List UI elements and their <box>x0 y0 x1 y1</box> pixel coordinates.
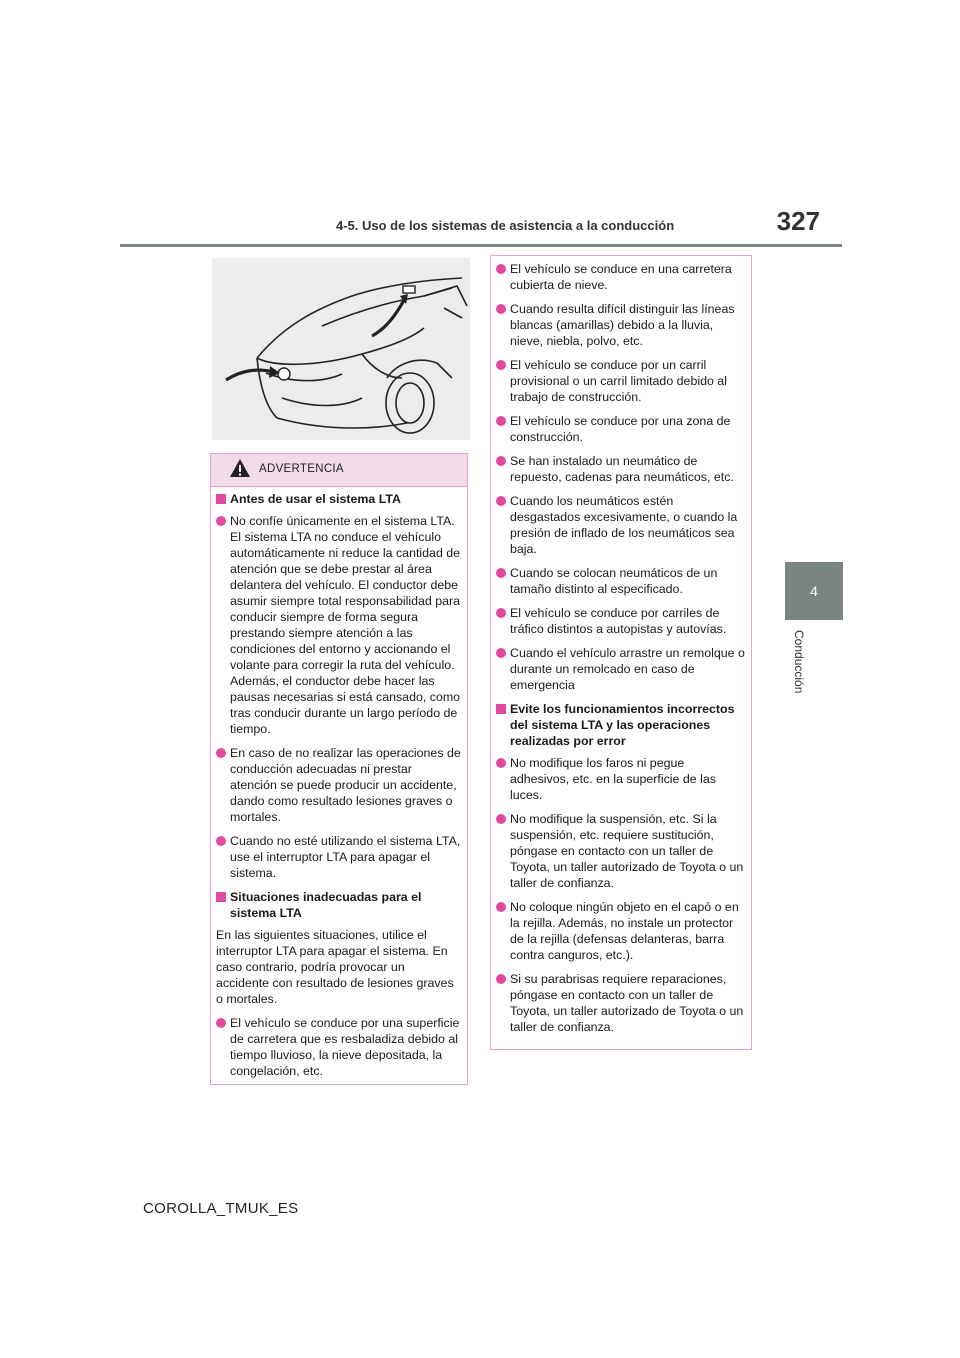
list-item: En caso de no realizar las operaciones de conducción adecuadas ni prestar atención se puede producir un accidente, dando como resultado lesiones graves o mortales. <box>216 745 461 825</box>
warning-section-title: Evite los funcionamientos incorrectos del sistema LTA y las operaciones realizadas por error <box>496 701 745 749</box>
chapter-label: Conducción <box>792 630 806 694</box>
bullet-dot-icon <box>496 568 506 578</box>
bullet-dot-icon <box>216 748 226 758</box>
bullet-dot-icon <box>496 608 506 618</box>
bullet-dot-icon <box>496 496 506 506</box>
chapter-tab: 4 <box>785 562 843 620</box>
bullet-dot-icon <box>496 974 506 984</box>
list-item: No modifique los faros ni pegue adhesivos, etc. en la superficie de las luces. <box>496 755 745 803</box>
bullet-dot-icon <box>216 836 226 846</box>
warning-box <box>210 453 468 1085</box>
list-item: El vehículo se conduce por un carril provisional o un carril limitado debido al trabajo de construcción. <box>496 357 745 405</box>
warning-paragraph: En las siguientes situaciones, utilice el interruptor LTA para apagar el sistema. En caso contrario, podría provocar un accidente con resultado de lesiones graves o mortales. <box>216 928 454 1006</box>
list-item: Cuando los neumáticos estén desgastados excesivamente, o cuando la presión de inflado de los neumáticos sea baja. <box>496 493 745 557</box>
warning-header <box>211 454 467 487</box>
list-item: El vehículo se conduce en una carretera cubierta de nieve. <box>496 261 745 293</box>
warning-section-title: Situaciones inadecuadas para el sistema LTA <box>216 889 461 921</box>
warning-label: ADVERTENCIA <box>259 463 344 475</box>
bullet-dot-icon <box>216 1018 226 1028</box>
page-number: 327 <box>776 206 820 236</box>
list-item: Cuando resulta difícil distinguir las líneas blancas (amarillas) debido a la lluvia, nieve, niebla, polvo, etc. <box>496 301 745 349</box>
bullet-dot-icon <box>496 416 506 426</box>
bullet-dot-icon <box>496 758 506 768</box>
warning-continuation-box <box>490 255 752 1050</box>
footer-code: COROLLA_TMUK_ES <box>143 1200 299 1217</box>
bullet-dot-icon <box>496 814 506 824</box>
list-item: No confíe únicamente en el sistema LTA. El sistema LTA no conduce el vehículo automáticamente ni reduce la cantidad de atención que se debe prestar al área delantera del vehículo. El conductor debe asumir siempre total responsabilidad para conducir siempre de forma segura prestando siempre atención a las condiciones del entorno y accionando el volante para corregir la ruta del vehículo. Además, el conductor debe hacer las pausas necesarias si está cansado, como tras conducir durante un largo período de tiempo. <box>216 513 461 737</box>
square-bullet-icon <box>216 892 226 902</box>
list-item: Cuando no esté utilizando el sistema LTA, use el interruptor LTA para apagar el sistema. <box>216 833 461 881</box>
square-bullet-icon <box>216 494 226 504</box>
bullet-dot-icon <box>496 456 506 466</box>
bullet-dot-icon <box>496 648 506 658</box>
bullet-dot-icon <box>496 304 506 314</box>
section-header: 4-5. Uso de los sistemas de asistencia a la conducción <box>336 218 675 233</box>
list-item: El vehículo se conduce por carriles de tráfico distintos a autopistas y autovías. <box>496 605 745 637</box>
list-item: El vehículo se conduce por una zona de construcción. <box>496 413 745 445</box>
bullet-dot-icon <box>496 902 506 912</box>
header-rule <box>120 244 842 247</box>
list-item: No coloque ningún objeto en el capó o en la rejilla. Además, no instale un protector de la rejilla (defensas delanteras, barra contra canguros, etc.). <box>496 899 745 963</box>
list-item: El vehículo se conduce por una superficie de carretera que es resbaladiza debido al tiempo lluvioso, la nieve depositada, la congelación, etc. <box>216 1015 461 1079</box>
car-front-sensors-illustration <box>212 258 470 440</box>
list-item: Cuando se colocan neumáticos de un tamaño distinto al especificado. <box>496 565 745 597</box>
list-item: Se han instalado un neumático de repuesto, cadenas para neumáticos, etc. <box>496 453 745 485</box>
square-bullet-icon <box>496 704 506 714</box>
bullet-dot-icon <box>496 264 506 274</box>
bullet-dot-icon <box>216 516 226 526</box>
list-item: Cuando el vehículo arrastre un remolque o durante un remolcado en caso de emergencia <box>496 645 745 693</box>
list-item: No modifique la suspensión, etc. Si la suspensión, etc. requiere sustitución, póngase en contacto con un taller de Toyota, un taller autorizado de Toyota o un taller de confianza. <box>496 811 745 891</box>
bullet-dot-icon <box>496 360 506 370</box>
warning-section-title: Antes de usar el sistema LTA <box>216 491 461 507</box>
warning-triangle-icon <box>229 458 251 478</box>
list-item: Si su parabrisas requiere reparaciones, póngase en contacto con un taller de Toyota, un taller autorizado de Toyota o un taller de confianza. <box>496 971 745 1035</box>
